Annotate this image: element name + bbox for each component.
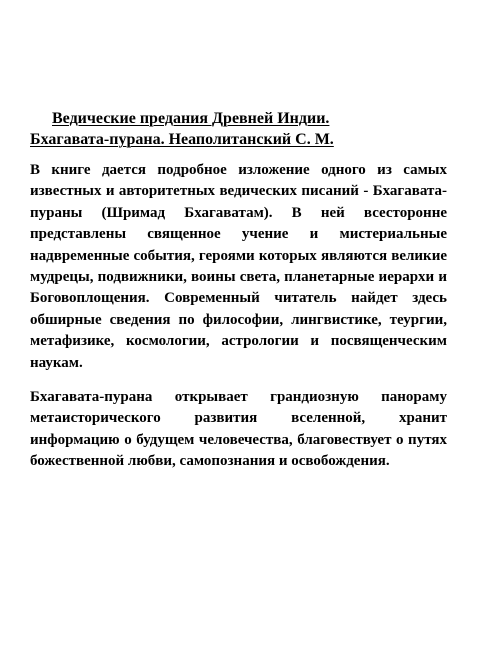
body-paragraph-1: В книге дается подробное изложение одного из самых известных и авторитетных ведических писаний - Бхагавата-пураны (Шримад Бхагаватам). В ней всесторонне представлены священное учение и мистериальные надвременные события, героями которых являются великие мудрецы, подвижники, воины света, планетарные иерархи и Боговоплощения. Современный читатель найдет здесь обширные сведения по философии, лингвистике, теургии, метафизике, космологии, астрологии и посвященческим наукам. [30,162,447,371]
body-paragraph-2: Бхагавата-пурана открывает грандиозную панораму метаисторического развития вселенной, хранит информацию о будущем человечества, благовествует о путях божественной любви, самопознания и освобождения. [30,389,447,470]
document-body [30,160,447,486]
heading-line-2: Бхагавата-пурана. Неаполитанский С. М. [30,131,334,148]
document-heading [30,108,450,150]
heading-line-1: Ведические предания Древней Индии. [52,110,330,127]
